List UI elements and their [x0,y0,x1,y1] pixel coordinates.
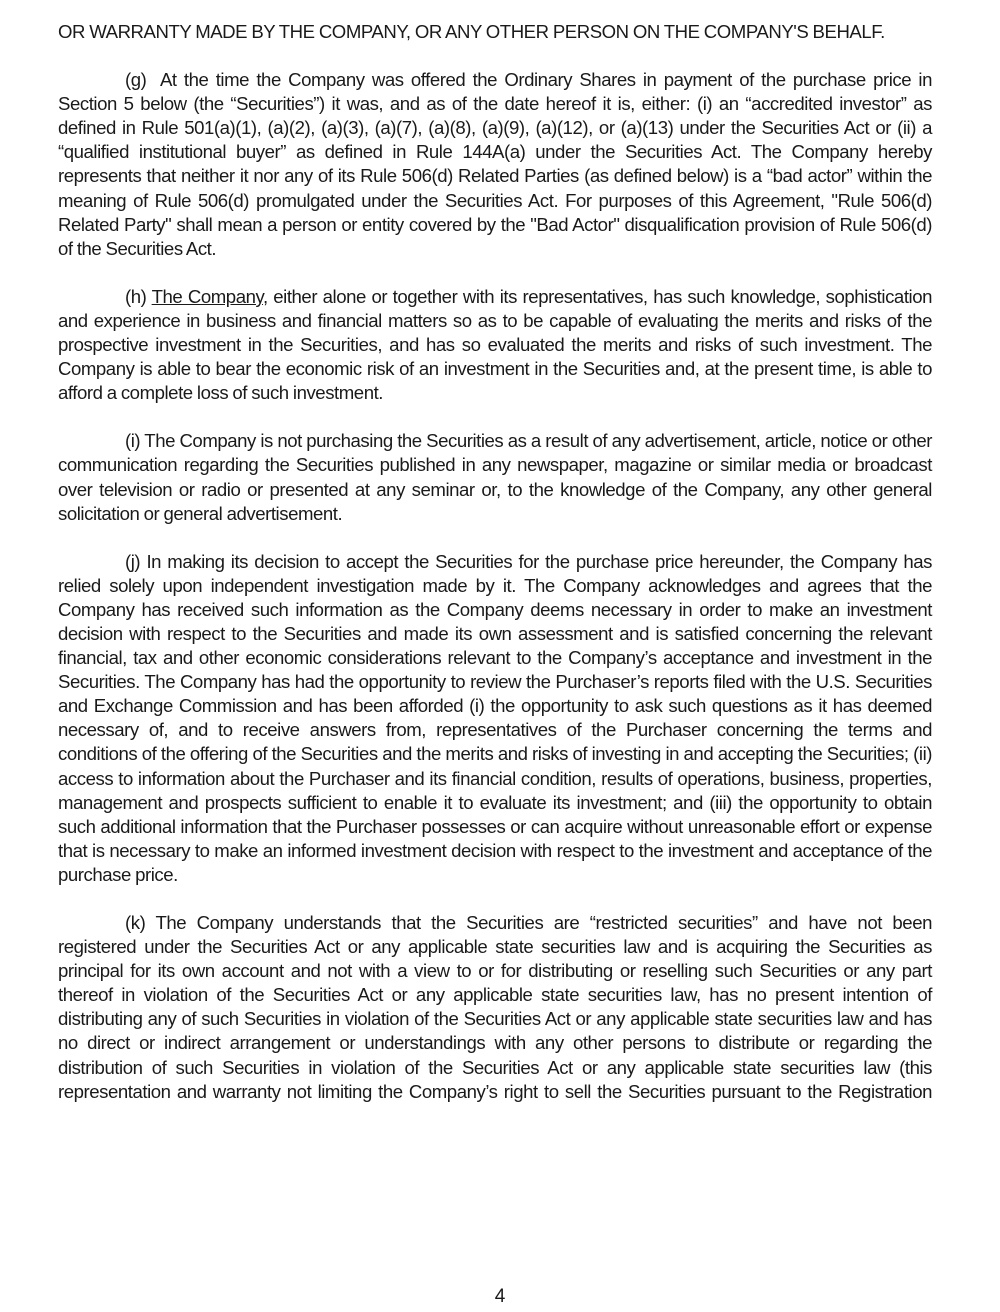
paragraph-text: In making its decision to accept the Securities for the purchase price hereunder, the Company has relied solely upon independent investigation made by it. The Company acknowledges and agrees that the Company has received such information as the Company deems necessary in order to make an investment decision with respect to the Securities and made its own assessment and is satisfied concerning the relevant financial, tax and other economic considerations relevant to the Company’s acceptance and investment in the Securities. The Company has had the opportunity to review the Purchaser’s reports filed with the U.S. Securities and Exchange Commission and has been afforded (i) the opportunity to ask such questions as it has deemed necessary of, and to receive answers from, representatives of the Purchaser concerning the terms and conditions of the offering of the Securities and the merits and risks of investing in and accepting the Securities; (ii) access to information about the Purchaser and its financial condition, results of operations, business, properties, management and prospects sufficient to enable it to evaluate its investment; and (iii) the opportunity to obtain such additional information that the Purchaser possesses or can acquire without unreasonable effort or expense that is necessary to make an informed investment decision with respect to the investment and acceptance of the purchase price. [58,550,933,885]
paragraph-j [58,550,932,887]
paragraph-i [58,429,932,525]
paragraph-label: (k) [125,912,146,933]
paragraph-g [58,68,932,261]
paragraph-k [58,911,932,1104]
paragraph-text: OR WARRANTY MADE BY THE COMPANY, OR ANY OTHER PERSON ON THE COMPANY'S BEHALF. [58,21,885,42]
paragraph-h [58,285,932,405]
paragraph-label: (h) [125,285,147,307]
document-page [58,20,932,1128]
paragraph-continuation [58,20,932,44]
page-number: 4 [494,1286,506,1307]
paragraph-text: , either alone or together with its representatives, has such knowledge, sophistication and experience in business and financial matters so as to be capable of evaluating the merits and risks of the prospective investment in the Securities, and has so evaluated the merits and risks of such investment. The Company is able to bear the economic risk of an investment in the Securities and, at the present time, is able to afford a complete loss of such investment. [58,285,933,404]
paragraph-text: The Company understands that the Securities are “restricted securities” and have not been registered under the Securities Act or any applicable state securities law and is acquiring the Securities as principal for its own account and not with a view to or for distributing or reselling such Securities or any part thereof in violation of the Securities Act or any applicable state securities law, has no present intention of distributing any of such Securities in violation of the Securities Act or any applicable state securities law and has no direct or indirect arrangement or understandings with any other persons to distribute or regarding the distribution of such Securities in violation of the Securities Act or any applicable state securities law (this representation and warranty not limiting the Company’s right to sell the Securities pursuant to the Registration [58,912,932,1102]
underlined-term: The Company [151,285,263,307]
paragraph-text: The Company is not purchasing the Securities as a result of any advertisement, article, notice or other communication regarding the Securities published in any newspaper, magazine or similar media or broadcast over television or radio or presented at any seminar or, to the knowledge of the Company, any other general solicitation or general advertisement. [58,430,932,524]
paragraph-label: (g) [125,69,147,91]
paragraph-label: (j) [125,550,141,572]
paragraph-text: At the time the Company was offered the Ordinary Shares in payment of the purchase price in Section 5 below (the “Securities”) it was, and as of the date hereof it is, either: (i) an “accredited investor” as defined in Rule 501(a)(1), (a)(2), (a)(3), (a)(7), (a)(8), (a)(9), (a)(12), or (a)(13) under the Securities Act or (ii) a “qualified institutional buyer” as defined in Rule 144A(a) under the Securities Act. The Company hereby represents that neither it nor any of its Rule 506(d) Related Parties (as defined below) is a “bad actor” within the meaning of Rule 506(d) promulgated under the Securities Act. For purposes of this Agreement, "Rule 506(d) Related Party" shall mean a person or entity covered by the "Bad Actor" disqualification provision of Rule 506(d) of the Securities Act. [58,69,932,259]
paragraph-label: (i) [125,430,141,452]
